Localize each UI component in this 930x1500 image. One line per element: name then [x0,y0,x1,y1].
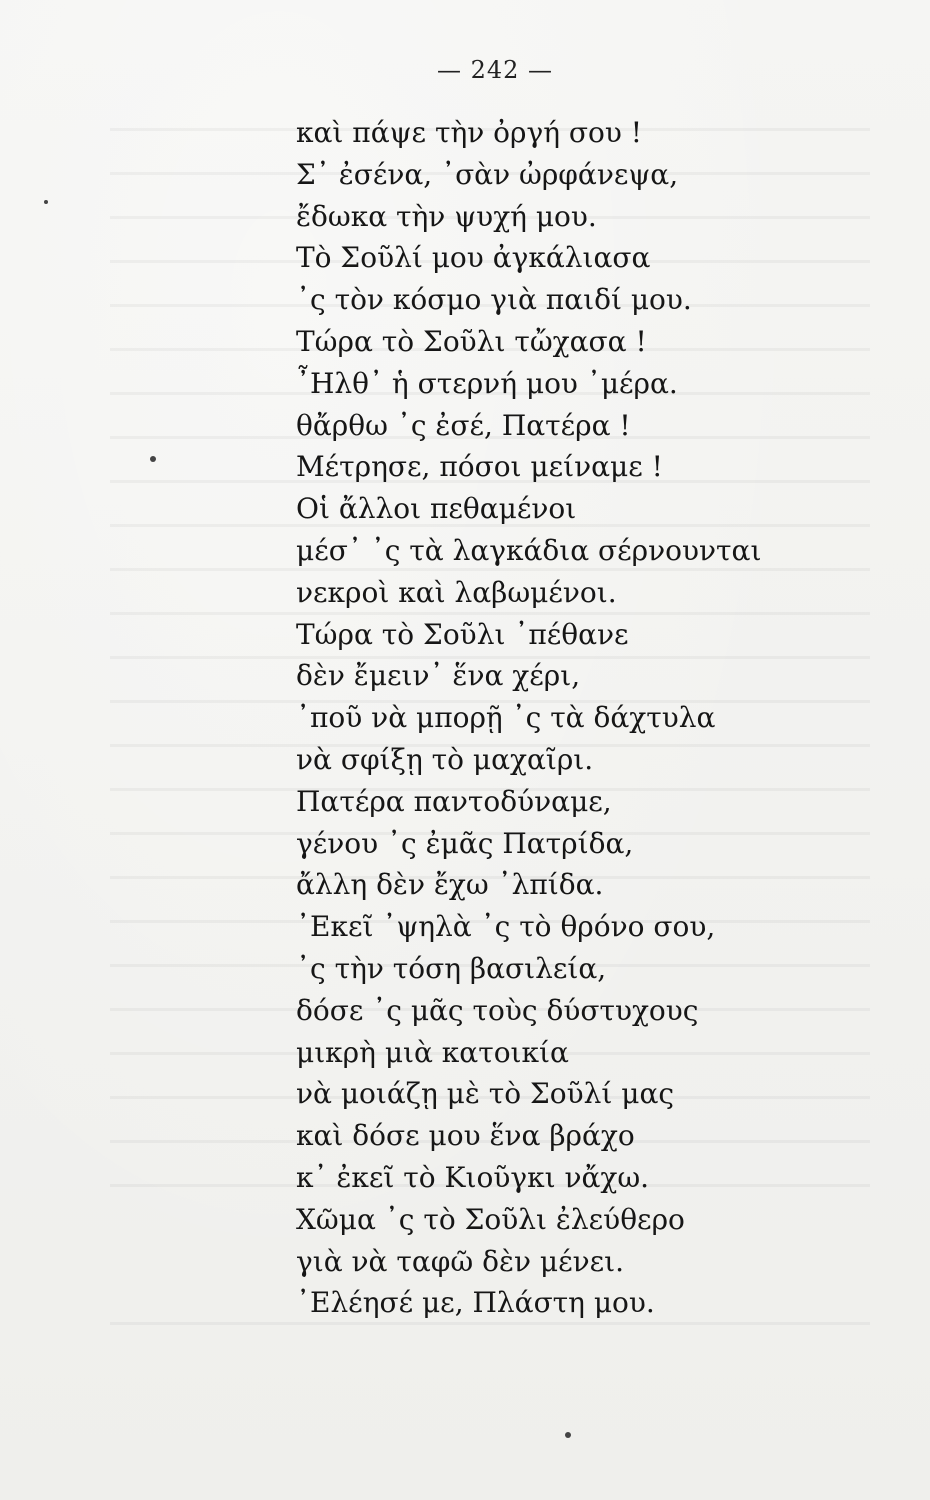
verse-line: δόσε ᾽ς μᾶς τοὺς δύστυχους [296,993,699,1027]
verse-line: Οἱ ἄλλοι πεθαμένοι [296,492,577,526]
verse-line: δὲν ἔμειν᾽ ἕνα χέρι, [296,659,581,693]
verse-line: Πατέρα παντοδύναμε, [296,784,612,818]
verse-line: καὶ πάψε τὴν ὀργή σου ! [296,116,643,149]
paper-speck [44,200,48,204]
verse-line: Τώρα τὸ Σοῦλι ᾽πέθανε [296,617,629,651]
page-number: — 242 — [436,56,554,84]
verse-line: καὶ δόσε μου ἕνα βράχο [296,1119,635,1153]
verse-line: νὰ μοιάζῃ μὲ τὸ Σοῦλί μας [296,1077,675,1111]
verse-line: ᾽ποῦ νὰ μπορῇ ᾽ς τὰ δάχτυλα [296,701,716,735]
verse-line: γένου ᾽ς ἐμᾶς Πατρίδα, [296,826,634,860]
verse-line: ᾽Ελέησέ με, Πλάστη μου. [296,1286,655,1320]
verse-line: ᾽ς τὴν τόση βασιλεία, [296,951,607,985]
verse-line: ᾽ς τὸν κόσμο γιὰ παιδί μου. [296,283,692,317]
verse-line: νεκροὶ καὶ λαβωμένοι. [296,575,617,609]
verse-line: Χῶμα ᾽ς τὸ Σοῦλι ἐλεύθερο [296,1202,685,1236]
verse-line: ἄλλη δὲν ἔχω ᾽λπίδα. [296,868,604,902]
verse-line: ἔδωκα τὴν ψυχή μου. [296,199,597,233]
verse-line: Σ᾽ ἐσένα, ᾽σὰν ὠρφάνεψα, [296,157,679,191]
verse-line: θἄρθω ᾽ς ἐσέ, Πατέρα ! [296,408,631,442]
verse-line: ᾽Εκεῖ ᾽ψηλὰ ᾽ς τὸ θρόνο σου, [296,910,716,944]
verse-line: μικρὴ μιὰ κατοικία [296,1035,569,1069]
verse-line: γιὰ νὰ ταφῶ δὲν μένει. [296,1244,625,1278]
verse-line: Τὸ Σοῦλί μου ἀγκάλιασα [296,241,651,275]
verse-line: ῏Ηλθ᾽ ἡ στερνή μου ᾽μέρα. [296,366,678,400]
verse-line: Τώρα τὸ Σοῦλι τὤχασα ! [296,324,647,358]
verse-line: μέσ᾽ ᾽ς τὰ λαγκάδια σέρνουνται [296,533,762,567]
poem-text [296,112,856,1324]
verse-line: νὰ σφίξῃ τὸ μαχαῖρι. [296,742,594,776]
verse-line: κ᾽ ἐκεῖ τὸ Κιοῦγκι νἄχω. [296,1160,650,1194]
paper-speck [150,456,156,462]
paper-speck [565,1432,571,1438]
verse-line: Μέτρησε, πόσοι μείναμε ! [296,450,663,484]
